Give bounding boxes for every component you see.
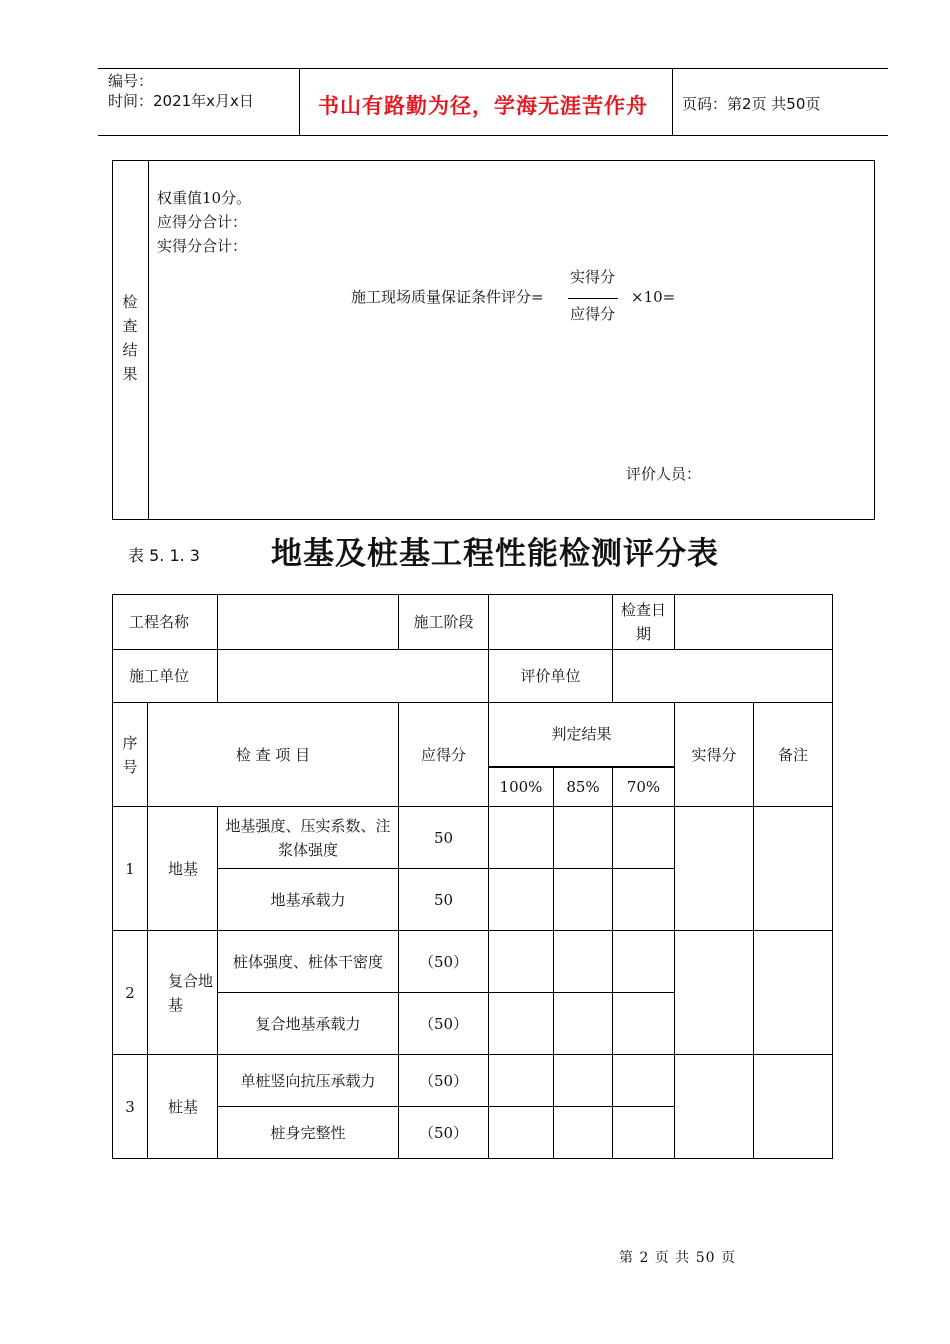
check-result-divider [148, 161, 149, 519]
cell-actual-score[interactable] [675, 931, 754, 1055]
cell-remark[interactable] [754, 931, 833, 1055]
weight-line: 权重值10分。 [157, 189, 252, 207]
check-result-side-label [120, 290, 140, 386]
row-item-name: 桩体强度、桩体干密度 [218, 931, 399, 993]
cell-70[interactable] [613, 1107, 675, 1159]
table-title: 地基及桩基工程性能检测评分表 [271, 536, 719, 572]
time-label: 时间：2021年x月x日 [108, 92, 254, 110]
table-number: 表 5. 1. 3 [128, 546, 200, 565]
cell-remark[interactable] [754, 807, 833, 931]
eval-unit-label: 评价单位 [489, 650, 613, 703]
header-bottom-rule [98, 135, 888, 136]
col-judgement-header: 判定结果 [489, 703, 675, 767]
cell-85[interactable] [554, 931, 613, 993]
cell-100[interactable] [489, 869, 554, 931]
project-name-label: 工程名称 [113, 595, 218, 650]
cell-actual-score[interactable] [675, 807, 754, 931]
cell-70[interactable] [613, 807, 675, 869]
formula-prefix: 施工现场质量保证条件评分= [351, 288, 544, 306]
col-item-header: 检 查 项 目 [148, 703, 399, 807]
row-should-score: （50） [399, 1055, 489, 1107]
row-seq: 3 [113, 1055, 148, 1159]
serial-label: 编号： [108, 72, 154, 90]
formula-denominator: 应得分 [570, 305, 616, 323]
cell-100[interactable] [489, 931, 554, 993]
side-char-1: 检 [122, 293, 138, 311]
cell-100[interactable] [489, 807, 554, 869]
motto-text: 书山有路勤为径，学海无涯苦作舟 [318, 94, 648, 118]
row-group: 桩基 [148, 1055, 218, 1159]
col-should-score-header: 应得分 [399, 703, 489, 807]
cell-85[interactable] [554, 869, 613, 931]
col-100-header: 100% [489, 767, 554, 807]
side-char-4: 果 [122, 365, 138, 383]
row-should-score: （50） [399, 993, 489, 1055]
construction-unit-field[interactable] [218, 650, 489, 703]
stage-label: 施工阶段 [399, 595, 489, 650]
cell-70[interactable] [613, 993, 675, 1055]
cell-85[interactable] [554, 1107, 613, 1159]
check-date-label: 检查日期 [613, 595, 675, 650]
col-remark-header: 备注 [754, 703, 833, 807]
formula-fraction-bar [568, 298, 618, 299]
row-should-score: 50 [399, 807, 489, 869]
actual-total-line: 实得分合计： [157, 237, 248, 255]
header-divider-left [299, 68, 300, 136]
row-group: 地基 [148, 807, 218, 931]
row-item-name: 地基强度、压实系数、注浆体强度 [218, 807, 399, 869]
col-85-header: 85% [554, 767, 613, 807]
cell-remark[interactable] [754, 1055, 833, 1159]
page-footer: 第 2 页 共 50 页 [619, 1250, 736, 1266]
col-70-header: 70% [613, 767, 675, 807]
formula-suffix: ×10= [631, 288, 676, 306]
cell-100[interactable] [489, 1107, 554, 1159]
cell-85[interactable] [554, 993, 613, 1055]
construction-unit-label: 施工单位 [113, 650, 218, 703]
should-total-line: 应得分合计： [157, 213, 248, 231]
evaluator-label: 评价人员： [626, 465, 702, 483]
row-should-score: 50 [399, 869, 489, 931]
col-actual-score-header: 实得分 [675, 703, 754, 807]
row-should-score: （50） [399, 1107, 489, 1159]
cell-100[interactable] [489, 1055, 554, 1107]
header-divider-right [672, 68, 673, 136]
row-should-score: （50） [399, 931, 489, 993]
cell-70[interactable] [613, 1055, 675, 1107]
cell-85[interactable] [554, 807, 613, 869]
page-info: 页码：第2页 共50页 [682, 95, 821, 113]
row-seq: 1 [113, 807, 148, 931]
header-top-rule [98, 68, 888, 69]
stage-field[interactable] [489, 595, 613, 650]
side-char-3: 结 [122, 341, 138, 359]
row-item-name: 桩身完整性 [218, 1107, 399, 1159]
check-date-field[interactable] [675, 595, 833, 650]
cell-100[interactable] [489, 993, 554, 1055]
cell-85[interactable] [554, 1055, 613, 1107]
row-group: 复合地基 [148, 931, 218, 1055]
formula-numerator: 实得分 [570, 268, 616, 286]
col-seq-header: 序 号 [113, 703, 148, 807]
row-seq: 2 [113, 931, 148, 1055]
cell-actual-score[interactable] [675, 1055, 754, 1159]
row-item-name: 单桩竖向抗压承载力 [218, 1055, 399, 1107]
cell-70[interactable] [613, 931, 675, 993]
row-item-name: 复合地基承载力 [218, 993, 399, 1055]
side-char-2: 查 [122, 317, 138, 335]
project-name-field[interactable] [218, 595, 399, 650]
cell-70[interactable] [613, 869, 675, 931]
row-item-name: 地基承载力 [218, 869, 399, 931]
eval-unit-field[interactable] [613, 650, 833, 703]
score-table [112, 594, 833, 1159]
